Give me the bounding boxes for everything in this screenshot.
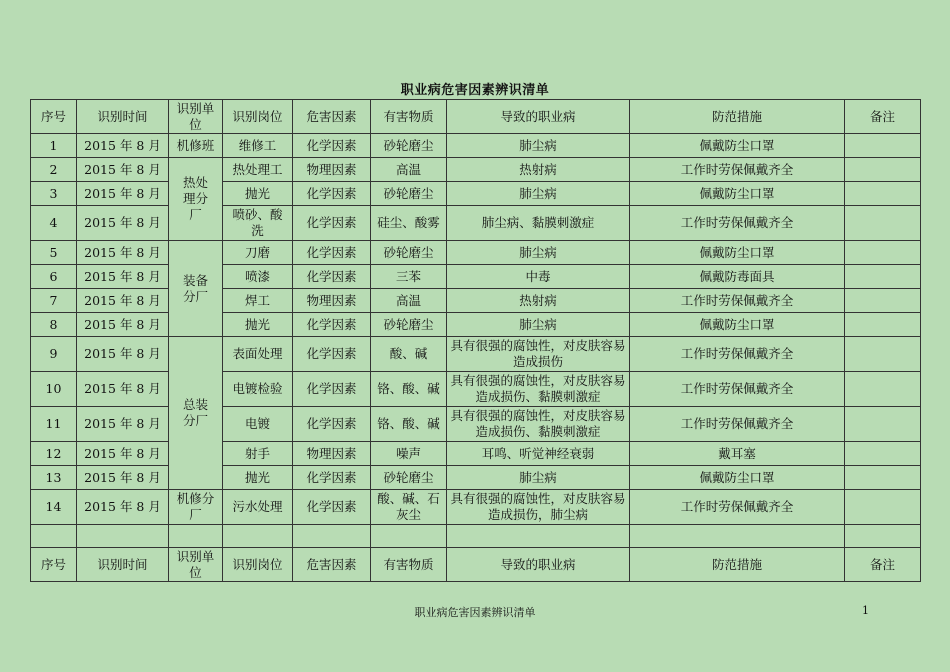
cell-substance: 砂轮磨尘 — [371, 134, 447, 158]
cell-post: 刀磨 — [223, 241, 293, 265]
cell-no: 7 — [31, 289, 77, 313]
cell-substance: 砂轮磨尘 — [371, 182, 447, 206]
cell-no: 13 — [31, 466, 77, 490]
cell-factor: 物理因素 — [293, 289, 371, 313]
cell-measure: 佩戴防毒面具 — [630, 265, 845, 289]
cell-disease: 热射病 — [447, 158, 630, 182]
table-row — [31, 466, 921, 490]
cell-post: 抛光 — [223, 182, 293, 206]
cell-note — [845, 466, 921, 490]
header-cell: 序号 — [31, 100, 77, 134]
cell-time: 2015 年 8 月 — [77, 490, 169, 525]
cell-post: 喷漆 — [223, 265, 293, 289]
cell-no: 2 — [31, 158, 77, 182]
cell-time: 2015 年 8 月 — [77, 289, 169, 313]
cell-post: 射手 — [223, 442, 293, 466]
header-cell: 识别岗位 — [223, 548, 293, 582]
cell-measure: 佩戴防尘口罩 — [630, 313, 845, 337]
header-cell: 危害因素 — [293, 548, 371, 582]
cell-substance: 砂轮磨尘 — [371, 241, 447, 265]
cell-measure: 工作时劳保佩戴齐全 — [630, 158, 845, 182]
cell-note — [845, 313, 921, 337]
cell-post: 抛光 — [223, 313, 293, 337]
cell-unit: 装备分厂 — [169, 241, 223, 337]
cell-disease: 中毒 — [447, 265, 630, 289]
cell-no: 14 — [31, 490, 77, 525]
cell-disease: 肺尘病 — [447, 134, 630, 158]
cell-measure: 工作时劳保佩戴齐全 — [630, 289, 845, 313]
cell-factor: 化学因素 — [293, 337, 371, 372]
cell-measure: 佩戴防尘口罩 — [630, 134, 845, 158]
header-cell: 识别单位 — [169, 548, 223, 582]
table-row — [31, 158, 921, 182]
hazard-table — [30, 99, 921, 582]
table-row — [31, 182, 921, 206]
cell-post: 抛光 — [223, 466, 293, 490]
cell-measure: 工作时劳保佩戴齐全 — [630, 490, 845, 525]
cell-substance: 高温 — [371, 158, 447, 182]
cell-no: 1 — [31, 134, 77, 158]
cell-post: 污水处理 — [223, 490, 293, 525]
cell-no: 9 — [31, 337, 77, 372]
cell-substance: 酸、碱、石灰尘 — [371, 490, 447, 525]
cell-note — [845, 337, 921, 372]
header-cell: 备注 — [845, 100, 921, 134]
cell-note — [845, 265, 921, 289]
cell-factor: 化学因素 — [293, 241, 371, 265]
cell-note — [845, 182, 921, 206]
cell-measure: 佩戴防尘口罩 — [630, 466, 845, 490]
cell-factor: 化学因素 — [293, 206, 371, 241]
cell-no: 11 — [31, 407, 77, 442]
cell-disease: 耳鸣、听觉神经衰弱 — [447, 442, 630, 466]
table-row — [31, 313, 921, 337]
cell-disease: 具有很强的腐蚀性，对皮肤容易造成损伤 — [447, 337, 630, 372]
cell-disease: 热射病 — [447, 289, 630, 313]
cell-note — [845, 241, 921, 265]
cell-post: 喷砂、酸洗 — [223, 206, 293, 241]
table-row — [31, 289, 921, 313]
cell-unit: 热处理分厂 — [169, 158, 223, 241]
cell-substance: 铬、酸、碱 — [371, 407, 447, 442]
cell-post: 电镀 — [223, 407, 293, 442]
cell-time: 2015 年 8 月 — [77, 442, 169, 466]
cell-factor: 化学因素 — [293, 407, 371, 442]
cell-substance: 硅尘、酸雾 — [371, 206, 447, 241]
table-row — [31, 490, 921, 525]
cell-disease: 肺尘病 — [447, 313, 630, 337]
page-footer: 职业病危害因素辨识清单 — [414, 606, 536, 619]
cell-factor: 化学因素 — [293, 134, 371, 158]
cell-post: 维修工 — [223, 134, 293, 158]
cell-post: 热处理工 — [223, 158, 293, 182]
table-row — [31, 241, 921, 265]
cell-substance: 噪声 — [371, 442, 447, 466]
cell-factor: 物理因素 — [293, 158, 371, 182]
table-row — [31, 265, 921, 289]
empty-row — [31, 525, 921, 548]
document-title: 职业病危害因素辨识清单 — [400, 83, 550, 98]
header-cell: 识别时间 — [77, 548, 169, 582]
cell-disease: 肺尘病 — [447, 182, 630, 206]
header-cell: 识别单位 — [169, 100, 223, 134]
cell-factor: 化学因素 — [293, 265, 371, 289]
cell-factor: 化学因素 — [293, 372, 371, 407]
cell-no: 3 — [31, 182, 77, 206]
cell-measure: 佩戴防尘口罩 — [630, 182, 845, 206]
cell-note — [845, 442, 921, 466]
header-cell: 防范措施 — [630, 548, 845, 582]
table-row — [31, 206, 921, 241]
header-cell: 序号 — [31, 548, 77, 582]
cell-no: 10 — [31, 372, 77, 407]
cell-factor: 化学因素 — [293, 313, 371, 337]
cell-unit: 机修班 — [169, 134, 223, 158]
cell-no: 5 — [31, 241, 77, 265]
cell-substance: 铬、酸、碱 — [371, 372, 447, 407]
cell-factor: 物理因素 — [293, 442, 371, 466]
cell-substance: 三苯 — [371, 265, 447, 289]
cell-measure: 戴耳塞 — [630, 442, 845, 466]
cell-time: 2015 年 8 月 — [77, 337, 169, 372]
cell-measure: 工作时劳保佩戴齐全 — [630, 206, 845, 241]
cell-disease: 肺尘病 — [447, 466, 630, 490]
cell-disease: 肺尘病、黏膜刺激症 — [447, 206, 630, 241]
cell-note — [845, 490, 921, 525]
cell-measure: 佩戴防尘口罩 — [630, 241, 845, 265]
header-cell: 防范措施 — [630, 100, 845, 134]
cell-disease: 具有很强的腐蚀性，对皮肤容易造成损伤、黏膜刺激症 — [447, 407, 630, 442]
cell-factor: 化学因素 — [293, 490, 371, 525]
table-row — [31, 134, 921, 158]
cell-time: 2015 年 8 月 — [77, 466, 169, 490]
header-row-repeat — [31, 548, 921, 582]
cell-disease: 具有很强的腐蚀性，对皮肤容易造成损伤，肺尘病 — [447, 490, 630, 525]
cell-no: 12 — [31, 442, 77, 466]
cell-time: 2015 年 8 月 — [77, 407, 169, 442]
cell-measure: 工作时劳保佩戴齐全 — [630, 337, 845, 372]
cell-time: 2015 年 8 月 — [77, 265, 169, 289]
cell-unit: 机修分厂 — [169, 490, 223, 525]
header-cell: 危害因素 — [293, 100, 371, 134]
cell-factor: 化学因素 — [293, 182, 371, 206]
cell-disease: 肺尘病 — [447, 241, 630, 265]
cell-note — [845, 289, 921, 313]
cell-note — [845, 407, 921, 442]
cell-time: 2015 年 8 月 — [77, 182, 169, 206]
cell-substance: 高温 — [371, 289, 447, 313]
table-row — [31, 372, 921, 407]
header-cell: 有害物质 — [371, 100, 447, 134]
cell-note — [845, 158, 921, 182]
cell-substance: 砂轮磨尘 — [371, 313, 447, 337]
table-row — [31, 337, 921, 372]
cell-measure: 工作时劳保佩戴齐全 — [630, 407, 845, 442]
cell-note — [845, 134, 921, 158]
cell-substance: 砂轮磨尘 — [371, 466, 447, 490]
cell-time: 2015 年 8 月 — [77, 134, 169, 158]
cell-note — [845, 206, 921, 241]
cell-time: 2015 年 8 月 — [77, 206, 169, 241]
cell-time: 2015 年 8 月 — [77, 372, 169, 407]
table-row — [31, 442, 921, 466]
header-cell: 导致的职业病 — [447, 100, 630, 134]
table-row — [31, 407, 921, 442]
cell-no: 4 — [31, 206, 77, 241]
header-row — [31, 100, 921, 134]
cell-factor: 化学因素 — [293, 466, 371, 490]
cell-substance: 酸、碱 — [371, 337, 447, 372]
cell-post: 焊工 — [223, 289, 293, 313]
cell-post: 表面处理 — [223, 337, 293, 372]
cell-note — [845, 372, 921, 407]
header-cell: 识别时间 — [77, 100, 169, 134]
cell-no: 8 — [31, 313, 77, 337]
header-cell: 有害物质 — [371, 548, 447, 582]
cell-no: 6 — [31, 265, 77, 289]
cell-post: 电镀检验 — [223, 372, 293, 407]
cell-unit: 总装分厂 — [169, 337, 223, 490]
page-number: 1 — [862, 604, 869, 617]
header-cell: 备注 — [845, 548, 921, 582]
header-cell: 识别岗位 — [223, 100, 293, 134]
cell-time: 2015 年 8 月 — [77, 241, 169, 265]
cell-measure: 工作时劳保佩戴齐全 — [630, 372, 845, 407]
header-cell: 导致的职业病 — [447, 548, 630, 582]
cell-time: 2015 年 8 月 — [77, 313, 169, 337]
cell-time: 2015 年 8 月 — [77, 158, 169, 182]
cell-disease: 具有很强的腐蚀性，对皮肤容易造成损伤、黏膜刺激症 — [447, 372, 630, 407]
